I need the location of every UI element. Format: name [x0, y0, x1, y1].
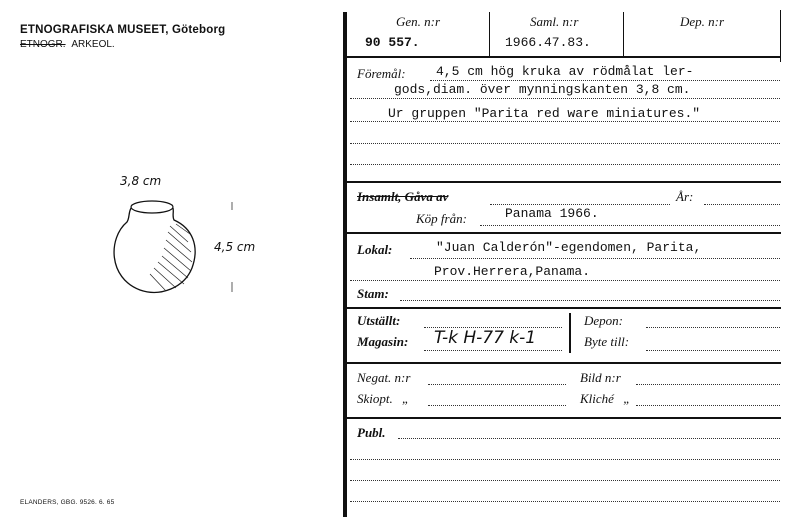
- publ-label: Publ.: [357, 425, 386, 440]
- utstallt-label: Utställt:: [357, 313, 401, 328]
- foremal-dots-2: [350, 98, 780, 99]
- gen-value: 90 557.: [365, 35, 420, 50]
- publ-dots-4: [350, 501, 780, 502]
- printer-imprint: ELANDERS, GBG. 9526. 6. 65: [20, 499, 115, 506]
- magasin-value: T-k H-77 k-1: [434, 328, 537, 348]
- cliche-label: [580, 391, 630, 407]
- byte-label: Byte till:: [584, 334, 630, 349]
- foremal-line-3: Ur gruppen "Parita red ware miniatures.": [388, 106, 701, 121]
- department: ARKEOL.: [71, 39, 115, 50]
- depon-label: Depon:: [584, 313, 623, 328]
- publ-dots-1: [398, 438, 780, 439]
- width-annotation: 3,8 cm: [120, 174, 162, 188]
- insamlt-dots: [490, 204, 670, 205]
- negat-label: Negat. n:r: [357, 370, 411, 385]
- foremal-line-1: 4,5 cm hög kruka av rödmålat ler-: [436, 64, 694, 79]
- lokal-line-1: "Juan Calderón"-egendomen, Parita,: [436, 240, 702, 255]
- header-bottom-rule: [345, 56, 781, 58]
- publ-dots-2: [350, 459, 780, 460]
- lokal-label: Lokal:: [357, 242, 393, 257]
- skiopt-ditto: „: [402, 391, 410, 406]
- utstallt-divider: [569, 313, 571, 353]
- saml-label: Saml. n:r: [530, 14, 579, 29]
- foremal-line-2: gods,diam. över mynningskanten 3,8 cm.: [394, 82, 691, 97]
- insamlt-bottom-rule: [345, 232, 781, 234]
- card-right-border: [780, 10, 781, 62]
- header-divider-2: [623, 12, 624, 56]
- cliche-label-text: Kliché: [580, 391, 614, 406]
- foremal-dots-3: [350, 121, 780, 122]
- byte-dots: [646, 350, 780, 351]
- ar-label: År:: [676, 189, 694, 204]
- skiopt-dots: [428, 405, 566, 406]
- cliche-ditto: „: [623, 391, 631, 406]
- dep-label: Dep. n:r: [680, 14, 725, 29]
- foremal-bottom-rule: [345, 181, 781, 183]
- negat-bottom-rule: [345, 417, 781, 419]
- museum-name: ETNOGRAFISKA MUSEET, Göteborg: [20, 24, 226, 36]
- kop-label: Köp från:: [416, 211, 467, 226]
- saml-value: 1966.47.83.: [505, 35, 591, 50]
- foremal-dots-5: [350, 164, 780, 165]
- utstallt-bottom-rule: [345, 362, 781, 364]
- department-struck: ETNOGR.: [20, 39, 66, 50]
- department-line: [20, 39, 115, 50]
- depon-dots: [646, 327, 780, 328]
- header-divider-1: [489, 12, 490, 56]
- lokal-bottom-rule: [345, 307, 781, 309]
- foremal-label: Föremål:: [357, 66, 406, 81]
- ar-dots: [704, 204, 780, 205]
- magasin-label: Magasin:: [357, 334, 409, 349]
- cliche-dots: [636, 405, 780, 406]
- stam-dots: [400, 300, 780, 301]
- skiopt-label: [357, 391, 409, 407]
- bild-label: Bild n:r: [580, 370, 621, 385]
- magasin-dots: [424, 350, 562, 351]
- publ-dots-3: [350, 480, 780, 481]
- lokal-line-2: Prov.Herrera,Panama.: [434, 264, 591, 279]
- height-annotation: 4,5 cm: [214, 240, 256, 254]
- lokal-dots-2: [350, 280, 780, 281]
- negat-dots: [428, 384, 566, 385]
- gen-label: Gen. n:r: [396, 14, 441, 29]
- bild-dots: [636, 384, 780, 385]
- skiopt-label-text: Skiopt.: [357, 391, 393, 406]
- insamlt-label-struck: Insamlt, Gåva av: [357, 189, 449, 204]
- foremal-dots-1: [430, 80, 780, 81]
- stam-label: Stam:: [357, 286, 389, 301]
- foremal-dots-4: [350, 143, 780, 144]
- lokal-dots-1: [410, 258, 780, 259]
- kop-dots: [480, 225, 780, 226]
- kop-value: Panama 1966.: [505, 206, 599, 221]
- card-left-border: [343, 12, 347, 517]
